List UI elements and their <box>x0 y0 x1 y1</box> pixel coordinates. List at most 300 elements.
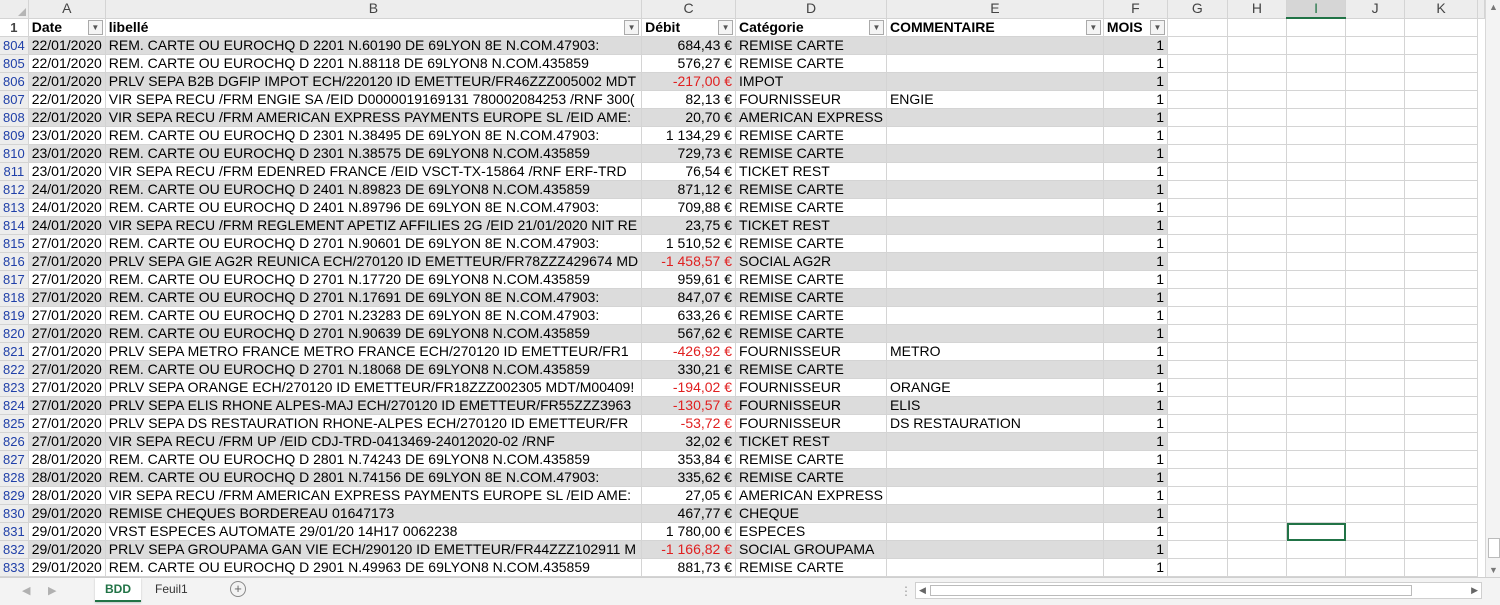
cell[interactable] <box>1287 235 1346 253</box>
column-header[interactable]: H <box>1227 0 1287 18</box>
cell[interactable] <box>1168 253 1228 271</box>
cell[interactable] <box>1227 73 1287 91</box>
row-header[interactable]: 831 <box>0 523 28 541</box>
cell[interactable] <box>1227 181 1287 199</box>
cell[interactable] <box>1405 37 1478 55</box>
cell[interactable] <box>1227 289 1287 307</box>
cell-debit[interactable]: 576,27 € <box>642 55 736 73</box>
cell[interactable] <box>1405 73 1478 91</box>
cell-debit[interactable]: 76,54 € <box>642 163 736 181</box>
cell-mois[interactable]: 1 <box>1103 235 1167 253</box>
cell-commentaire[interactable] <box>886 55 1103 73</box>
cell[interactable] <box>1227 253 1287 271</box>
cell[interactable] <box>1346 397 1405 415</box>
cell[interactable] <box>1287 325 1346 343</box>
cell[interactable] <box>1227 55 1287 73</box>
cell-debit[interactable]: 82,13 € <box>642 91 736 109</box>
row-header[interactable]: 832 <box>0 541 28 559</box>
cell[interactable] <box>1405 271 1478 289</box>
cell[interactable] <box>1168 361 1228 379</box>
cell-date[interactable]: 29/01/2020 <box>28 559 105 577</box>
cell-mois[interactable]: 1 <box>1103 505 1167 523</box>
cell-mois[interactable]: 1 <box>1103 163 1167 181</box>
cell-mois[interactable]: 1 <box>1103 37 1167 55</box>
cell-mois[interactable]: 1 <box>1103 55 1167 73</box>
cell[interactable] <box>1346 415 1405 433</box>
cell-libelle[interactable]: VIR SEPA RECU /FRM ENGIE SA /EID D0000019169131 780002084253 /RNF 300( <box>105 91 641 109</box>
cell-categorie[interactable]: FOURNISSEUR <box>736 415 887 433</box>
cell-mois[interactable]: 1 <box>1103 109 1167 127</box>
cell[interactable] <box>1346 433 1405 451</box>
cell[interactable] <box>1287 307 1346 325</box>
cell-mois[interactable]: 1 <box>1103 361 1167 379</box>
cell-date[interactable]: 24/01/2020 <box>28 199 105 217</box>
column-header[interactable]: D <box>736 0 887 18</box>
row-header[interactable]: 812 <box>0 181 28 199</box>
cell[interactable] <box>1346 217 1405 235</box>
filter-dropdown-icon[interactable]: ▼ <box>1150 20 1165 35</box>
cell[interactable] <box>1168 163 1228 181</box>
cell[interactable] <box>1346 18 1405 37</box>
cell[interactable] <box>1346 559 1405 577</box>
cell-libelle[interactable]: REM. CARTE OU EUROCHQ D 2701 N.90601 DE 69LYON 8E N.COM.47903: <box>105 235 641 253</box>
cell-libelle[interactable]: PRLV SEPA GIE AG2R REUNICA ECH/270120 ID EMETTEUR/FR78ZZZ429674 MD <box>105 253 641 271</box>
cell[interactable] <box>1346 145 1405 163</box>
cell[interactable] <box>1346 541 1405 559</box>
cell[interactable] <box>1227 469 1287 487</box>
cell[interactable] <box>1168 451 1228 469</box>
cell-libelle[interactable]: REM. CARTE OU EUROCHQ D 2301 N.38495 DE 69LYON 8E N.COM.47903: <box>105 127 641 145</box>
cell[interactable] <box>1346 343 1405 361</box>
horizontal-scrollbar[interactable] <box>915 582 1482 599</box>
header-cell-date[interactable]: Date ▼ <box>28 18 105 37</box>
cell[interactable] <box>1168 199 1228 217</box>
add-sheet-icon[interactable]: + <box>230 581 246 597</box>
cell[interactable] <box>1168 18 1228 37</box>
cell-mois[interactable]: 1 <box>1103 433 1167 451</box>
cell[interactable] <box>1405 307 1478 325</box>
cell-libelle[interactable]: VIR SEPA RECU /FRM UP /EID CDJ-TRD-0413469-24012020-02 /RNF <box>105 433 641 451</box>
cell-mois[interactable]: 1 <box>1103 307 1167 325</box>
cell[interactable] <box>1287 55 1346 73</box>
filter-dropdown-icon[interactable]: ▼ <box>1086 20 1101 35</box>
cell-libelle[interactable]: PRLV SEPA ORANGE ECH/270120 ID EMETTEUR/FR18ZZZ002305 MDT/M00409! <box>105 379 641 397</box>
cell[interactable] <box>1227 199 1287 217</box>
cell-debit[interactable]: -53,72 € <box>642 415 736 433</box>
cell-debit[interactable]: 20,70 € <box>642 109 736 127</box>
cell[interactable] <box>1405 199 1478 217</box>
cell-libelle[interactable]: REM. CARTE OU EUROCHQ D 2401 N.89796 DE 69LYON 8E N.COM.47903: <box>105 199 641 217</box>
cell[interactable] <box>1168 181 1228 199</box>
cell-date[interactable]: 22/01/2020 <box>28 91 105 109</box>
cell[interactable] <box>1227 559 1287 577</box>
cell[interactable] <box>1287 505 1346 523</box>
column-header[interactable]: B <box>105 0 641 18</box>
cell-categorie[interactable]: REMISE CARTE <box>736 127 887 145</box>
cell-libelle[interactable]: REMISE CHEQUES BORDEREAU 01647173 <box>105 505 641 523</box>
cell-mois[interactable]: 1 <box>1103 73 1167 91</box>
cell-mois[interactable]: 1 <box>1103 325 1167 343</box>
cell[interactable] <box>1227 415 1287 433</box>
cell-categorie[interactable]: SOCIAL GROUPAMA <box>736 541 887 559</box>
cell-date[interactable]: 27/01/2020 <box>28 361 105 379</box>
cell-categorie[interactable]: REMISE CARTE <box>736 361 887 379</box>
cell-date[interactable]: 28/01/2020 <box>28 487 105 505</box>
header-cell-debit[interactable]: Débit ▼ <box>642 18 736 37</box>
cell-mois[interactable]: 1 <box>1103 487 1167 505</box>
cell-date[interactable]: 27/01/2020 <box>28 325 105 343</box>
cell-categorie[interactable]: REMISE CARTE <box>736 37 887 55</box>
cell[interactable] <box>1287 469 1346 487</box>
cell[interactable] <box>1405 397 1478 415</box>
cell[interactable] <box>1227 523 1287 541</box>
cell[interactable] <box>1346 451 1405 469</box>
cell[interactable] <box>1287 271 1346 289</box>
row-header[interactable]: 810 <box>0 145 28 163</box>
cell[interactable] <box>1227 271 1287 289</box>
cell[interactable] <box>1168 469 1228 487</box>
header-cell-categorie[interactable]: Catégorie ▼ <box>736 18 887 37</box>
cell-commentaire[interactable] <box>886 451 1103 469</box>
cell[interactable] <box>1405 343 1478 361</box>
row-header[interactable]: 813 <box>0 199 28 217</box>
cell-date[interactable]: 24/01/2020 <box>28 217 105 235</box>
cell[interactable] <box>1287 397 1346 415</box>
cell-date[interactable]: 22/01/2020 <box>28 37 105 55</box>
cell[interactable] <box>1168 559 1228 577</box>
cell[interactable] <box>1168 415 1228 433</box>
cell[interactable] <box>1346 109 1405 127</box>
cell[interactable] <box>1405 127 1478 145</box>
cell[interactable] <box>1168 73 1228 91</box>
cell[interactable] <box>1346 91 1405 109</box>
row-header[interactable]: 830 <box>0 505 28 523</box>
cell-categorie[interactable]: REMISE CARTE <box>736 289 887 307</box>
cell-categorie[interactable]: REMISE CARTE <box>736 451 887 469</box>
cell-libelle[interactable]: REM. CARTE OU EUROCHQ D 2401 N.89823 DE 69LYON8 N.COM.435859 <box>105 181 641 199</box>
cell-debit[interactable]: -1 458,57 € <box>642 253 736 271</box>
cell-libelle[interactable]: PRLV SEPA B2B DGFIP IMPOT ECH/220120 ID EMETTEUR/FR46ZZZ005002 MDT <box>105 73 641 91</box>
cell-libelle[interactable]: REM. CARTE OU EUROCHQ D 2701 N.90639 DE 69LYON8 N.COM.435859 <box>105 325 641 343</box>
cell-libelle[interactable]: VIR SEPA RECU /FRM AMERICAN EXPRESS PAYMENTS EUROPE SL /EID AME: <box>105 109 641 127</box>
row-header[interactable]: 829 <box>0 487 28 505</box>
cell-debit[interactable]: 353,84 € <box>642 451 736 469</box>
row-header[interactable]: 814 <box>0 217 28 235</box>
row-header[interactable]: 804 <box>0 37 28 55</box>
cell-libelle[interactable]: REM. CARTE OU EUROCHQ D 2701 N.23283 DE 69LYON 8E N.COM.47903: <box>105 307 641 325</box>
column-header[interactable]: E <box>886 0 1103 18</box>
cell[interactable] <box>1168 523 1228 541</box>
cell-categorie[interactable]: REMISE CARTE <box>736 469 887 487</box>
cell-libelle[interactable]: PRLV SEPA METRO FRANCE METRO FRANCE ECH/270120 ID EMETTEUR/FR1 <box>105 343 641 361</box>
cell-categorie[interactable]: REMISE CARTE <box>736 199 887 217</box>
cell[interactable] <box>1287 127 1346 145</box>
cell[interactable] <box>1346 253 1405 271</box>
cell-debit[interactable]: 881,73 € <box>642 559 736 577</box>
cell-categorie[interactable]: REMISE CARTE <box>736 559 887 577</box>
cell-commentaire[interactable] <box>886 217 1103 235</box>
cell-date[interactable]: 22/01/2020 <box>28 73 105 91</box>
row-header[interactable]: 809 <box>0 127 28 145</box>
cell[interactable] <box>1168 271 1228 289</box>
cell[interactable] <box>1287 199 1346 217</box>
cell[interactable] <box>1405 469 1478 487</box>
cell[interactable] <box>1168 217 1228 235</box>
cell[interactable] <box>1287 217 1346 235</box>
cell-debit[interactable]: 330,21 € <box>642 361 736 379</box>
cell[interactable] <box>1346 73 1405 91</box>
cell[interactable] <box>1227 433 1287 451</box>
cell[interactable] <box>1168 433 1228 451</box>
cell-commentaire[interactable]: DS RESTAURATION <box>886 415 1103 433</box>
cell-commentaire[interactable]: ORANGE <box>886 379 1103 397</box>
cell[interactable] <box>1287 109 1346 127</box>
cell[interactable] <box>1346 361 1405 379</box>
cell-date[interactable]: 27/01/2020 <box>28 289 105 307</box>
cell-commentaire[interactable]: ENGIE <box>886 91 1103 109</box>
scroll-thumb[interactable] <box>930 585 1412 596</box>
cell-libelle[interactable]: VRST ESPECES AUTOMATE 29/01/20 14H17 0062238 <box>105 523 641 541</box>
cell-commentaire[interactable] <box>886 109 1103 127</box>
cell-mois[interactable]: 1 <box>1103 343 1167 361</box>
cell-mois[interactable]: 1 <box>1103 541 1167 559</box>
cell[interactable] <box>1227 343 1287 361</box>
cell-libelle[interactable]: VIR SEPA RECU /FRM EDENRED FRANCE /EID VSCT-TX-15864 /RNF ERF-TRD <box>105 163 641 181</box>
cell-libelle[interactable]: REM. CARTE OU EUROCHQ D 2201 N.88118 DE 69LYON8 N.COM.435859 <box>105 55 641 73</box>
cell-categorie[interactable]: FOURNISSEUR <box>736 379 887 397</box>
row-header[interactable]: 822 <box>0 361 28 379</box>
cell-mois[interactable]: 1 <box>1103 199 1167 217</box>
row-header[interactable]: 825 <box>0 415 28 433</box>
row-header[interactable]: 827 <box>0 451 28 469</box>
cell-categorie[interactable]: REMISE CARTE <box>736 181 887 199</box>
cell[interactable] <box>1227 217 1287 235</box>
cell-debit[interactable]: 23,75 € <box>642 217 736 235</box>
cell-commentaire[interactable] <box>886 559 1103 577</box>
cell[interactable] <box>1405 451 1478 469</box>
cell[interactable] <box>1168 127 1228 145</box>
cell-date[interactable]: 22/01/2020 <box>28 55 105 73</box>
header-cell-libelle[interactable]: libellé ▼ <box>105 18 641 37</box>
cell[interactable] <box>1405 325 1478 343</box>
column-header[interactable]: A <box>28 0 105 18</box>
row-header[interactable]: 817 <box>0 271 28 289</box>
cell-commentaire[interactable]: ELIS <box>886 397 1103 415</box>
cell[interactable] <box>1168 289 1228 307</box>
cell[interactable] <box>1287 379 1346 397</box>
cell[interactable] <box>1227 451 1287 469</box>
cell-commentaire[interactable] <box>886 73 1103 91</box>
cell[interactable] <box>1405 55 1478 73</box>
cell-mois[interactable]: 1 <box>1103 523 1167 541</box>
cell[interactable] <box>1287 163 1346 181</box>
cell-mois[interactable]: 1 <box>1103 271 1167 289</box>
filter-dropdown-icon[interactable]: ▼ <box>88 20 103 35</box>
cell[interactable] <box>1168 235 1228 253</box>
filter-dropdown-icon[interactable]: ▼ <box>718 20 733 35</box>
cell-debit[interactable]: 567,62 € <box>642 325 736 343</box>
row-header[interactable]: 805 <box>0 55 28 73</box>
cell[interactable] <box>1168 505 1228 523</box>
cell-mois[interactable]: 1 <box>1103 217 1167 235</box>
cell[interactable] <box>1227 109 1287 127</box>
column-header[interactable]: K <box>1405 0 1478 18</box>
column-header[interactable]: C <box>642 0 736 18</box>
cell[interactable] <box>1227 163 1287 181</box>
cell-date[interactable]: 28/01/2020 <box>28 469 105 487</box>
cell-commentaire[interactable] <box>886 289 1103 307</box>
cell-date[interactable]: 27/01/2020 <box>28 253 105 271</box>
cell[interactable] <box>1405 91 1478 109</box>
cell-mois[interactable]: 1 <box>1103 145 1167 163</box>
sheet-tab-feuil1[interactable]: Feuil1 <box>155 582 188 596</box>
cell-commentaire[interactable] <box>886 199 1103 217</box>
cell-libelle[interactable]: REM. CARTE OU EUROCHQ D 2801 N.74243 DE 69LYON8 N.COM.435859 <box>105 451 641 469</box>
cell[interactable] <box>1287 253 1346 271</box>
cell-commentaire[interactable] <box>886 505 1103 523</box>
cell-categorie[interactable]: TICKET REST <box>736 163 887 181</box>
row-header[interactable]: 820 <box>0 325 28 343</box>
cell-categorie[interactable]: CHEQUE <box>736 505 887 523</box>
cell[interactable] <box>1346 487 1405 505</box>
cell-categorie[interactable]: AMERICAN EXPRESS <box>736 487 887 505</box>
cell[interactable] <box>1227 505 1287 523</box>
cell[interactable] <box>1287 73 1346 91</box>
cell[interactable] <box>1227 541 1287 559</box>
cell-date[interactable]: 29/01/2020 <box>28 505 105 523</box>
cell-date[interactable]: 29/01/2020 <box>28 523 105 541</box>
cell-commentaire[interactable] <box>886 325 1103 343</box>
cell-debit[interactable]: 1 780,00 € <box>642 523 736 541</box>
cell[interactable] <box>1168 487 1228 505</box>
scroll-thumb[interactable] <box>1488 538 1500 558</box>
cell[interactable] <box>1168 91 1228 109</box>
cell-commentaire[interactable] <box>886 271 1103 289</box>
cell[interactable] <box>1287 559 1346 577</box>
cell-categorie[interactable]: REMISE CARTE <box>736 235 887 253</box>
row-header[interactable]: 818 <box>0 289 28 307</box>
next-sheet-icon[interactable]: ▶ <box>48 585 57 597</box>
header-cell-commentaire[interactable]: COMMENTAIRE ▼ <box>886 18 1103 37</box>
cell-libelle[interactable]: REM. CARTE OU EUROCHQ D 2301 N.38575 DE 69LYON8 N.COM.435859 <box>105 145 641 163</box>
cell-commentaire[interactable] <box>886 469 1103 487</box>
cell-libelle[interactable]: REM. CARTE OU EUROCHQ D 2701 N.17691 DE 69LYON 8E N.COM.47903: <box>105 289 641 307</box>
row-header[interactable]: 1 <box>0 18 28 37</box>
cell-categorie[interactable]: FOURNISSEUR <box>736 397 887 415</box>
cell-categorie[interactable]: FOURNISSEUR <box>736 343 887 361</box>
cell-debit[interactable]: -217,00 € <box>642 73 736 91</box>
cell[interactable] <box>1287 181 1346 199</box>
cell[interactable] <box>1168 37 1228 55</box>
cell-mois[interactable]: 1 <box>1103 379 1167 397</box>
cell[interactable] <box>1346 523 1405 541</box>
cell-categorie[interactable]: IMPOT <box>736 73 887 91</box>
cell-mois[interactable]: 1 <box>1103 397 1167 415</box>
cell[interactable] <box>1168 55 1228 73</box>
row-header[interactable]: 811 <box>0 163 28 181</box>
row-header[interactable]: 828 <box>0 469 28 487</box>
scroll-up-icon[interactable]: ▲ <box>1489 2 1498 12</box>
cell[interactable] <box>1405 505 1478 523</box>
cell-date[interactable]: 23/01/2020 <box>28 127 105 145</box>
cell[interactable] <box>1287 289 1346 307</box>
cell-commentaire[interactable] <box>886 541 1103 559</box>
cell-categorie[interactable]: FOURNISSEUR <box>736 91 887 109</box>
row-header[interactable]: 823 <box>0 379 28 397</box>
cell-debit[interactable]: 709,88 € <box>642 199 736 217</box>
row-header[interactable]: 807 <box>0 91 28 109</box>
cell-commentaire[interactable] <box>886 433 1103 451</box>
cell-debit[interactable]: 871,12 € <box>642 181 736 199</box>
cell[interactable] <box>1346 127 1405 145</box>
cell-commentaire[interactable] <box>886 361 1103 379</box>
cell-debit[interactable]: -1 166,82 € <box>642 541 736 559</box>
cell-commentaire[interactable] <box>886 145 1103 163</box>
cell[interactable] <box>1287 433 1346 451</box>
cell[interactable] <box>1227 235 1287 253</box>
cell[interactable] <box>1287 487 1346 505</box>
cell[interactable] <box>1405 379 1478 397</box>
cell-commentaire[interactable] <box>886 487 1103 505</box>
cell[interactable] <box>1168 343 1228 361</box>
cell-mois[interactable]: 1 <box>1103 469 1167 487</box>
cell[interactable] <box>1287 145 1346 163</box>
cell-commentaire[interactable] <box>886 181 1103 199</box>
cell-categorie[interactable]: SOCIAL AG2R <box>736 253 887 271</box>
splitter-icon[interactable]: ⋮ <box>900 584 912 598</box>
cell[interactable] <box>1405 289 1478 307</box>
cell-commentaire[interactable] <box>886 235 1103 253</box>
cell[interactable] <box>1346 235 1405 253</box>
cell-categorie[interactable]: REMISE CARTE <box>736 271 887 289</box>
cell[interactable] <box>1287 361 1346 379</box>
row-header[interactable]: 815 <box>0 235 28 253</box>
cell[interactable] <box>1346 181 1405 199</box>
cell[interactable] <box>1346 505 1405 523</box>
cell[interactable] <box>1227 325 1287 343</box>
cell[interactable] <box>1227 361 1287 379</box>
cell-libelle[interactable]: REM. CARTE OU EUROCHQ D 2701 N.18068 DE 69LYON8 N.COM.435859 <box>105 361 641 379</box>
cell[interactable] <box>1405 181 1478 199</box>
cell[interactable] <box>1405 361 1478 379</box>
cell[interactable] <box>1346 271 1405 289</box>
column-header[interactable]: I <box>1287 0 1346 18</box>
cell-debit[interactable]: 847,07 € <box>642 289 736 307</box>
cell-libelle[interactable]: VIR SEPA RECU /FRM REGLEMENT APETIZ AFFILIES 2G /EID 21/01/2020 NIT RE <box>105 217 641 235</box>
cell[interactable] <box>1405 523 1478 541</box>
column-header[interactable]: F <box>1103 0 1167 18</box>
cell[interactable] <box>1168 397 1228 415</box>
cell[interactable] <box>1405 217 1478 235</box>
cell[interactable] <box>1405 109 1478 127</box>
cell-mois[interactable]: 1 <box>1103 289 1167 307</box>
select-all-corner[interactable] <box>0 0 28 18</box>
cell[interactable] <box>1227 91 1287 109</box>
cell-commentaire[interactable] <box>886 127 1103 145</box>
cell[interactable] <box>1405 541 1478 559</box>
cell-debit[interactable]: 684,43 € <box>642 37 736 55</box>
cell[interactable] <box>1168 379 1228 397</box>
cell[interactable] <box>1346 469 1405 487</box>
cell-mois[interactable]: 1 <box>1103 415 1167 433</box>
cell[interactable] <box>1227 37 1287 55</box>
cell[interactable] <box>1227 379 1287 397</box>
cell-commentaire[interactable] <box>886 37 1103 55</box>
row-header[interactable]: 824 <box>0 397 28 415</box>
cell-mois[interactable]: 1 <box>1103 253 1167 271</box>
cell[interactable] <box>1287 451 1346 469</box>
column-header[interactable]: J <box>1346 0 1405 18</box>
